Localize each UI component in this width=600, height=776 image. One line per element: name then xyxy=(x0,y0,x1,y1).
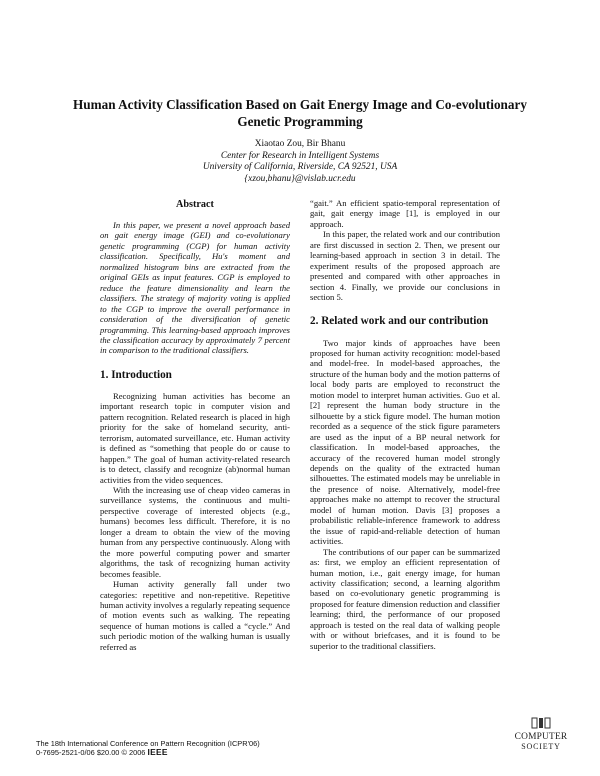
related-paragraph-2: The contributions of our paper can be summarized as: first, we employ an efficient representation of human motion, i.e., gait energy image, for human activity classification; second, a learning algorithm based on co-evolutionary genetic programming is proposed for feature dimension reduction and classifier learning; third, the performance of our proposed approach is tested on the real data of walking people with or without briefcases, and it is found to be superior to the traditional classifiers. xyxy=(310,546,500,651)
paper-title: Human Activity Classification Based on Gait Energy Image and Co-evolutionary Genetic Programming xyxy=(73,97,527,129)
abstract-text: In this paper, we present a novel approach based on gait energy image (GEI) and co-evolutionary genetic programming (CGP) for human activity classification. Specifically, Hu's moment and normalized histogram bins are extracted from the original GEIs as input features. CGP is employed to reduce the feature dimensionality and learn the classifiers. The strategy of majority voting is applied to the CGP to improve the overall performance in consideration of the diversification of genetic programming. This learning-based approach improves the classification accuracy by approximately 7 percent in comparison to the traditional classifiers. xyxy=(100,220,290,356)
author-block xyxy=(100,139,500,185)
left-column xyxy=(100,198,290,652)
page-footer xyxy=(36,739,260,758)
related-work-heading: 2. Related work and our contribution xyxy=(310,314,489,327)
author-email: {xzou,bhanu}@vislab.ucr.edu xyxy=(244,173,356,184)
intro-paragraph-4: “gait.” An efficient spatio-temporal representation of gait, gait energy image [1], is employed in our approach. xyxy=(310,198,500,229)
intro-paragraph-5: In this paper, the related work and our contribution are first discussed in section 2. Then, we present our learning-based approach in section 3 in detail. The experiment results of the proposed approach are presented and compared with other approaches in section 4. Finally, we provide our conclusions in section 5. xyxy=(310,229,500,303)
intro-heading: 1. Introduction xyxy=(100,368,172,381)
logo-line-society: SOCIETY xyxy=(521,742,561,751)
abstract-heading: Abstract xyxy=(176,199,214,210)
footer-copyright xyxy=(36,748,260,757)
author-names: Xiaotao Zou, Bir Bhanu xyxy=(254,139,346,149)
related-paragraph-1: Two major kinds of approaches have been proposed for human activity recognition: model-based and model-free. In model-based approaches, the structure of the human body and the motion patterns of local body parts are employed to reconstruct the motion model to interpret human activities. Guo et al. [2] represent the human body structure in the silhouette by a stick figure model. The human motion recorded as a sequence of the stick figure parameters are used as the input of a BP neural network for classification. In model-based approaches, the accuracy of the recovered human model strongly depends on the quality of the extracted human silhouettes. The estimated models may be unreliable in the presence of noise. Alternatively, model-free approaches make no attempt to recover the structural model of human motion. Davis [3] proposes a probabilistic reliable-inference framework to address the issue of rapid-and-reliable detection of human activities. xyxy=(310,337,500,547)
intro-paragraph-3: Human activity generally fall under two categories: repetitive and non-repetitive. Repetitive human activity involves a regularly repeating sequence of motion events such as walking. The repeating sequence of human motions is called a “cycle.” And such periodic motion of the walking human is usually referred as xyxy=(100,579,290,652)
computer-society-mark-icon xyxy=(506,717,576,732)
ieee-logo: IEEE xyxy=(147,747,168,758)
affiliation-university: University of California, Riverside, CA 92521, USA xyxy=(202,162,398,173)
right-column xyxy=(310,198,500,651)
intro-paragraph-1: Recognizing human activities has become an important research topic in computer vision and pattern recognition. Related research is placed in high priority for the sake of homeland security, anti-terrorism, automated surveillance, etc. Human activity is defined as “something that people do or cause to happen.” The goal of human activity-related research is to detect, classify and recognize (ab)normal human activities from the video sequences. xyxy=(100,390,290,485)
affiliation-center: Center for Research in Intelligent Systems xyxy=(220,150,380,161)
intro-paragraph-2: With the increasing use of cheap video cameras in surveillance systems, the continuous and multi-perspective coverage of interested objects (e.g., humans) becomes less difficult. Therefore, it is no longer a dream to obtain the view of the moving human from any perspective continuously. Along with the more powerful computing power and smarter algorithms, the task of recognizing human activity becomes feasible. xyxy=(100,484,290,579)
abstract-section xyxy=(100,220,290,356)
computer-society-logo xyxy=(506,717,576,767)
logo-line-computer: COMPUTER xyxy=(514,732,568,742)
footer-conference: The 18th International Conference on Pattern Recognition (ICPR'06) xyxy=(36,739,260,748)
footer-isbn: 0-7695-2521-0/06 $20.00 © 2006 xyxy=(36,748,146,758)
